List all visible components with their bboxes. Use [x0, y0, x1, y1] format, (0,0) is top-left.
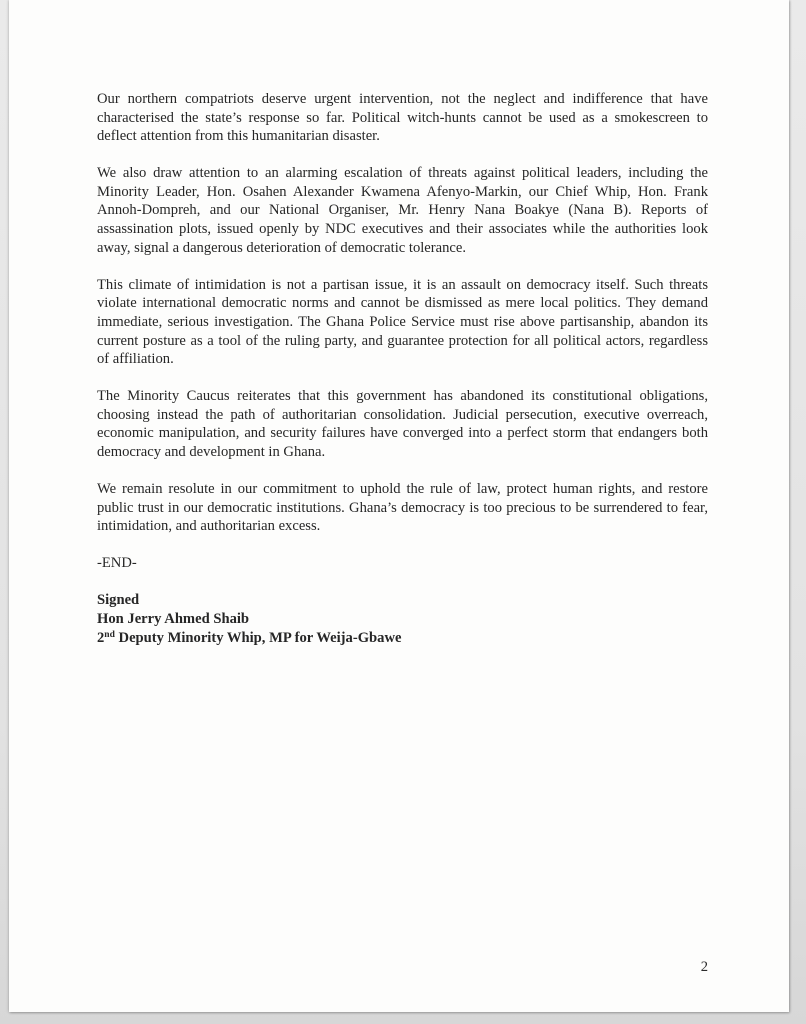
signature-label: Signed — [97, 592, 140, 609]
signature-name: Hon Jerry Ahmed Shaib — [97, 611, 250, 628]
page-content — [97, 90, 708, 647]
body-paragraph: We remain resolute in our commitment to uphold the rule of law, protect human rights, and restore public trust in our democratic institutions. Ghana’s democracy is too precious to be surrendered to fear, intimidation, and authoritarian excess. — [97, 481, 708, 535]
body-paragraph: The Minority Caucus reiterates that this government has abandoned its constitutional obligations, choosing instead the path of authoritarian consolidation. Judicial persecution, executive overreach, economic manipulation, and security failures have converged into a perfect storm that endangers both democracy and development in Ghana. — [97, 388, 708, 460]
document-page — [9, 0, 789, 1012]
signature-block — [97, 591, 708, 647]
signature-title-rest: Deputy Minority Whip, MP for Weija-Gbawe — [114, 629, 402, 646]
signature-title-number: 2 — [97, 629, 105, 646]
signature-title-ordinal: nd — [104, 629, 115, 640]
body-paragraph: We also draw attention to an alarming escalation of threats against political leaders, including the Minority Leader, Hon. Osahen Alexander Kwamena Afenyo-Markin, our Chief Whip, Hon. Frank Annoh-Dompreh, and our National Organiser, Mr. Henry Nana Boakye (Nana B). Reports of assassination plots, issued openly by NDC executives and their associates while the authorities look away, signal a dangerous deterioration of democratic tolerance. — [97, 165, 708, 256]
body-paragraph: Our northern compatriots deserve urgent intervention, not the neglect and indifference that have characterised the state’s response so far. Political witch-hunts cannot be used as a smokescreen to deflect attention from this humanitarian disaster. — [97, 91, 708, 145]
signature-title — [97, 629, 708, 648]
page-number: 2 — [700, 959, 708, 975]
end-marker: -END- — [97, 555, 137, 572]
body-paragraph: This climate of intimidation is not a partisan issue, it is an assault on democracy itself. Such threats violate international democratic norms and cannot be dismissed as mere local politics. They demand immediate, serious investigation. The Ghana Police Service must rise above partisanship, abandon its current posture as a tool of the ruling party, and guarantee protection for all political actors, regardless of affiliation. — [97, 276, 708, 368]
